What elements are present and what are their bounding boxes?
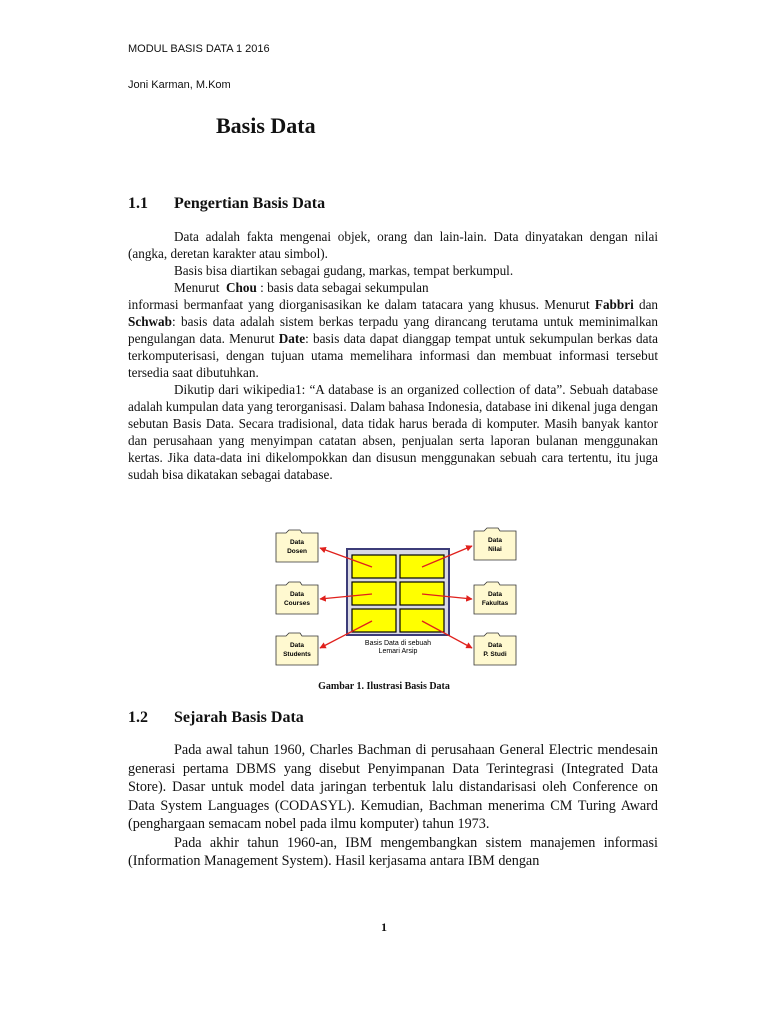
figure-caption: Gambar 1. Ilustrasi Basis Data (318, 681, 450, 692)
folder-data-courses (276, 582, 318, 614)
folder-label: P. Studi (483, 651, 507, 658)
folder-label: Nilai (488, 546, 502, 553)
paragraph: Basis bisa diartikan sebagai gudang, markas, tempat berkumpul. (174, 263, 514, 278)
section-1-1-body (128, 228, 658, 483)
text: : basis data dapat dianggap tempat untuk sekumpulan berkas data terkomputerisasi, dengan tujuan utama memelihara informasi dan membuat informasi tersebut tersedia saat dibutuhkan. (128, 331, 658, 380)
folder-label: Data (487, 642, 503, 649)
section-number: 1.1 (128, 195, 148, 212)
text: : basis data sebagai sekumpulan (256, 280, 429, 295)
folder-label: Data (289, 642, 305, 649)
name-schwab: Schwab (128, 314, 172, 329)
name-date: Date (278, 331, 306, 346)
module-header: MODUL BASIS DATA 1 2016 (128, 43, 270, 55)
folder-data-nilai (474, 528, 516, 560)
paragraph (128, 296, 658, 381)
section-heading-1-2 (128, 709, 304, 727)
folder-label: Data (487, 537, 503, 544)
drawer (352, 582, 396, 605)
folder-data-fakultas (474, 582, 516, 614)
folder-label: Dosen (287, 548, 307, 555)
drawer (400, 582, 444, 605)
folder-label: Students (283, 651, 311, 658)
drawer (400, 609, 444, 632)
section-number: 1.2 (128, 709, 148, 726)
folder-data-students (276, 633, 318, 665)
section-heading-1-1 (128, 195, 325, 213)
cabinet-label-line1: Basis Data di sebuah (364, 640, 432, 647)
cabinet-label-line2: Lemari Arsip (378, 648, 418, 655)
folder-label: Fakultas (481, 600, 509, 607)
section-1-2-body (128, 741, 658, 871)
document-title: Basis Data (216, 113, 316, 138)
paragraph: Dikutip dari wikipedia1: “A database is an organized collection of data”. Sebuah database adalah kumpulan data yang terorganisasi. Dalam bahasa Indonesia, database ini dikenal juga dengan sebutan Basis Data. Secara tradisional, data tidak harus berada di komputer. Masih banyak kantor dan perusahaan yang menyimpan catatan absen, penjualan serta laporan bulanan menggunakan kertas. Jika data-data ini dikelompokkan dan disusun menggunakan sebuah cara tertentu, itu juga sudah bisa dikatakan sebagai database. (128, 382, 658, 482)
paragraph (128, 279, 658, 296)
folder-label: Data (289, 539, 305, 546)
paragraph: Pada awal tahun 1960, Charles Bachman di perusahaan General Electric mendesain generasi pertama DBMS yang disebut Penyimpanan Data Terintegrasi (Integrated Data Store). Dasar untuk model data jaringan terbentuk lalu distandarisasi oleh Conference on Data System Languages (CODASYL). Kemudian, Bachman menerima CM Turing Award (penghargaan semacam nobel pada ilmu komputer) tahun 1973. (128, 742, 658, 832)
text: dan (638, 297, 659, 312)
section-title: Pengertian Basis Data (174, 195, 326, 212)
folder-data-pstudi (474, 633, 516, 665)
name-chou: Chou (226, 280, 257, 295)
text: : basis data adalah sistem berkas terpadu yang dirancang terutama untuk meminimalkan pengulangan data. Menurut (128, 314, 658, 346)
text: informasi bermanfaat yang diorganisasikan ke dalam tatacara yang khusus. Menurut (128, 297, 590, 312)
folder-label: Courses (283, 600, 311, 607)
section-title: Sejarah Basis Data (174, 709, 304, 726)
folder-label: Data (487, 591, 503, 598)
text: Menurut (174, 280, 220, 295)
drawer (352, 555, 396, 578)
folder-label: Data (289, 591, 305, 598)
page-number: 1 (381, 920, 387, 934)
paragraph: Data adalah fakta mengenai objek, orang dan lain-lain. Data dinyatakan dengan nilai (angka, deretan karakter atau simbol). (128, 229, 658, 261)
name-fabbri: Fabbri (594, 297, 634, 312)
basis-data-illustration (272, 526, 522, 672)
folder-data-dosen (276, 530, 318, 562)
author-line: Joni Karman, M.Kom (128, 79, 231, 91)
paragraph: Pada akhir tahun 1960-an, IBM mengembangkan sistem manajemen informasi (Information Management System). Hasil kerjasama antara IBM dengan (128, 834, 658, 869)
